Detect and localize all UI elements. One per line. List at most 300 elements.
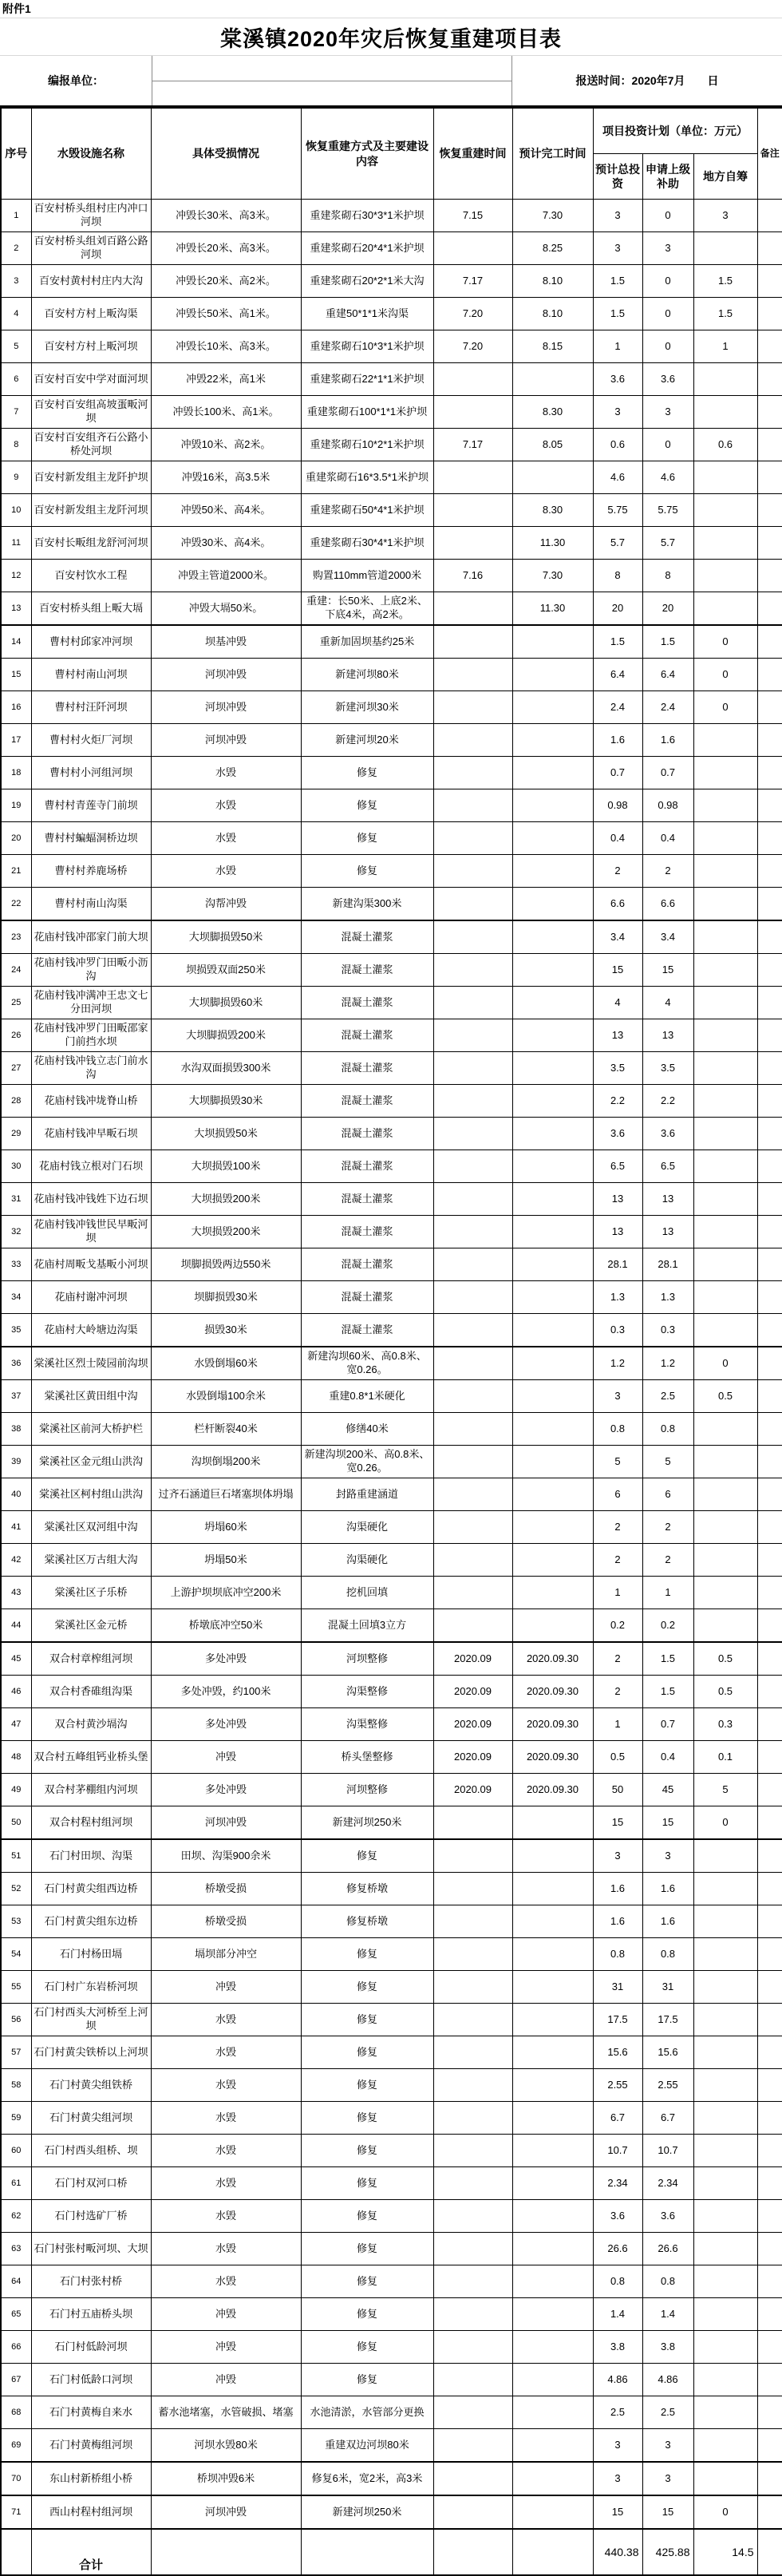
table-row xyxy=(1,1676,782,1708)
cell-remark xyxy=(757,2069,782,2102)
cell-total-invest: 15 xyxy=(593,2495,642,2529)
cell-self-raised xyxy=(693,363,757,396)
cell-index: 35 xyxy=(1,1314,31,1347)
cell-index: 10 xyxy=(1,494,31,527)
cell-rebuild-time xyxy=(433,1478,512,1511)
cell-remark xyxy=(757,592,782,626)
cell-rebuild-time xyxy=(433,1347,512,1380)
cell-method: 修复 xyxy=(301,2004,433,2036)
cell-subsidy: 3.5 xyxy=(642,1052,693,1085)
cell-damage: 损毁30米 xyxy=(151,1314,301,1347)
cell-total-invest: 2.34 xyxy=(593,2167,642,2200)
cell-index: 54 xyxy=(1,1938,31,1971)
cell-remark xyxy=(757,789,782,822)
cell-rebuild-time: 2020.09 xyxy=(433,1676,512,1708)
cell-facility: 曹村村蝙蝠洞桥边坝 xyxy=(31,822,151,855)
cell-self-raised: 0.3 xyxy=(693,1708,757,1741)
cell-method: 新建沟坝60米、高0.8米、宽0.26。 xyxy=(301,1347,433,1380)
table-row xyxy=(1,1708,782,1741)
cell-facility: 百安村新发组主龙阡护坝 xyxy=(31,461,151,494)
cell-method: 重建浆砌石50*4*1米护坝 xyxy=(301,494,433,527)
cell-finish-time xyxy=(512,1347,593,1380)
cell-method: 封路重建涵道 xyxy=(301,1478,433,1511)
cell-self-raised xyxy=(693,2167,757,2200)
cell-finish-time xyxy=(512,1085,593,1118)
cell-self-raised: 1 xyxy=(693,330,757,363)
cell-finish-time xyxy=(512,1052,593,1085)
cell-remark xyxy=(757,987,782,1019)
cell-rebuild-time xyxy=(433,987,512,1019)
cell-rebuild-time xyxy=(433,1446,512,1478)
table-row xyxy=(1,527,782,560)
cell-remark xyxy=(757,1216,782,1248)
cell-facility: 石门村五庙桥头坝 xyxy=(31,2298,151,2331)
cell-subsidy: 1 xyxy=(642,1577,693,1609)
cell-rebuild-time xyxy=(433,789,512,822)
cell-total-invest: 0.8 xyxy=(593,1938,642,1971)
cell-total-invest: 17.5 xyxy=(593,2004,642,2036)
cell-index: 68 xyxy=(1,2396,31,2429)
cell-remark xyxy=(757,1938,782,1971)
cell-facility: 石门村黄梅组河坝 xyxy=(31,2429,151,2463)
cell-damage: 多处冲毁，约100米 xyxy=(151,1676,301,1708)
cell-damage: 水毁倒塌100余米 xyxy=(151,1380,301,1413)
cell-subsidy: 2.4 xyxy=(642,691,693,724)
table-row xyxy=(1,954,782,987)
cell-index: 21 xyxy=(1,855,31,888)
cell-facility: 双合村香碓组沟渠 xyxy=(31,1676,151,1708)
cell-total-invest: 3 xyxy=(593,2429,642,2463)
col-header-self-raised: 地方自筹 xyxy=(693,154,757,200)
cell-finish-time xyxy=(512,2364,593,2396)
cell-subsidy: 0 xyxy=(642,298,693,330)
table-row xyxy=(1,1971,782,2004)
cell-method: 挖机回填 xyxy=(301,1577,433,1609)
table-row xyxy=(1,363,782,396)
cell-self-raised xyxy=(693,2265,757,2298)
report-time-label: 报送时间：2020年7月 日 xyxy=(575,74,719,87)
cell-self-raised xyxy=(693,232,757,265)
cell-finish-time xyxy=(512,2529,593,2575)
cell-rebuild-time xyxy=(433,2233,512,2265)
cell-damage: 冲毁长50米、高1米。 xyxy=(151,298,301,330)
cell-remark xyxy=(757,1314,782,1347)
cell-index: 29 xyxy=(1,1118,31,1150)
cell-self-raised xyxy=(693,789,757,822)
cell-remark xyxy=(757,1446,782,1478)
cell-damage: 过齐石涵道巨石堵塞坝体坍塌 xyxy=(151,1478,301,1511)
cell-remark xyxy=(757,1118,782,1150)
table-row xyxy=(1,265,782,298)
cell-remark xyxy=(757,724,782,757)
cell-subsidy: 15 xyxy=(642,2495,693,2529)
cell-method: 修复 xyxy=(301,2135,433,2167)
cell-method: 新建河坝30米 xyxy=(301,691,433,724)
cell-total-invest: 3.4 xyxy=(593,920,642,954)
cell-self-raised xyxy=(693,822,757,855)
cell-damage: 多处冲毁 xyxy=(151,1774,301,1806)
cell-remark xyxy=(757,1971,782,2004)
cell-subsidy: 3 xyxy=(642,1839,693,1873)
cell-rebuild-time xyxy=(433,494,512,527)
cell-remark xyxy=(757,1609,782,1643)
cell-subsidy: 0.2 xyxy=(642,1609,693,1643)
cell-rebuild-time xyxy=(433,1873,512,1905)
cell-facility: 花庙村钱冲邵家门前大坝 xyxy=(31,920,151,954)
cell-self-raised xyxy=(693,1544,757,1577)
cell-finish-time: 8.05 xyxy=(512,429,593,461)
cell-method: 修复6米，宽2米，高3米 xyxy=(301,2462,433,2495)
cell-remark xyxy=(757,1741,782,1774)
cell-damage: 多处冲毁 xyxy=(151,1642,301,1676)
cell-index: 3 xyxy=(1,265,31,298)
cell-subsidy: 31 xyxy=(642,1971,693,2004)
cell-rebuild-time xyxy=(433,888,512,921)
cell-subsidy: 6.7 xyxy=(642,2102,693,2135)
table-row xyxy=(1,888,782,921)
cell-remark xyxy=(757,330,782,363)
cell-remark xyxy=(757,2265,782,2298)
cell-remark xyxy=(757,1019,782,1052)
cell-finish-time xyxy=(512,1380,593,1413)
cell-facility: 西山村程村组河坝 xyxy=(31,2495,151,2529)
cell-method: 混凝土灌浆 xyxy=(301,920,433,954)
cell-rebuild-time xyxy=(433,1019,512,1052)
cell-damage: 水毁倒塌60米 xyxy=(151,1347,301,1380)
cell-damage: 大坝损毁100米 xyxy=(151,1150,301,1183)
cell-finish-time: 11.30 xyxy=(512,592,593,626)
cell-index: 34 xyxy=(1,1281,31,1314)
table-row xyxy=(1,2495,782,2529)
cell-remark xyxy=(757,1708,782,1741)
cell-self-raised xyxy=(693,2200,757,2233)
table-row xyxy=(1,1085,782,1118)
cell-index: 14 xyxy=(1,625,31,659)
cell-rebuild-time xyxy=(433,461,512,494)
cell-self-raised xyxy=(693,2233,757,2265)
cell-remark xyxy=(757,527,782,560)
cell-self-raised: 0.5 xyxy=(693,1380,757,1413)
cell-damage: 冲毁长20米、高3米。 xyxy=(151,232,301,265)
cell-facility: 棠溪社区柯村组山洪沟 xyxy=(31,1478,151,1511)
cell-rebuild-time xyxy=(433,2265,512,2298)
cell-total-invest: 6 xyxy=(593,1478,642,1511)
cell-subsidy: 5.7 xyxy=(642,527,693,560)
cell-damage: 冲毁22米，高1米 xyxy=(151,363,301,396)
table-row xyxy=(1,789,782,822)
cell-subsidy: 2 xyxy=(642,855,693,888)
cell-remark xyxy=(757,2364,782,2396)
cell-method: 混凝土灌浆 xyxy=(301,987,433,1019)
table-row xyxy=(1,1446,782,1478)
cell-remark xyxy=(757,691,782,724)
cell-subsidy: 2.55 xyxy=(642,2069,693,2102)
col-header-rebuild-time: 恢复重建时间 xyxy=(433,108,512,200)
cell-total-invest: 4 xyxy=(593,987,642,1019)
cell-facility: 曹村村汪阡河坝 xyxy=(31,691,151,724)
cell-index: 9 xyxy=(1,461,31,494)
cell-method: 修复 xyxy=(301,2069,433,2102)
cell-index: 52 xyxy=(1,1873,31,1905)
cell-subsidy: 4.86 xyxy=(642,2364,693,2396)
cell-finish-time xyxy=(512,789,593,822)
cell-finish-time xyxy=(512,2265,593,2298)
cell-total-invest: 10.7 xyxy=(593,2135,642,2167)
cell-finish-time xyxy=(512,2200,593,2233)
cell-damage: 桥墩底冲空50米 xyxy=(151,1609,301,1643)
cell-subsidy: 1.6 xyxy=(642,1905,693,1938)
cell-damage: 大坝脚损毁50米 xyxy=(151,920,301,954)
cell-rebuild-time xyxy=(433,527,512,560)
cell-remark xyxy=(757,2102,782,2135)
col-header-invest-group: 项目投资计划（单位：万元） xyxy=(593,108,757,154)
cell-finish-time: 2020.09.30 xyxy=(512,1741,593,1774)
cell-subsidy: 4.6 xyxy=(642,461,693,494)
cell-finish-time xyxy=(512,1150,593,1183)
cell-total-invest: 3.5 xyxy=(593,1052,642,1085)
cell-rebuild-time xyxy=(433,396,512,429)
cell-finish-time xyxy=(512,888,593,921)
cell-facility: 百安村桥头组刘百路公路河坝 xyxy=(31,232,151,265)
cell-self-raised: 0.5 xyxy=(693,1676,757,1708)
cell-subsidy: 2 xyxy=(642,1511,693,1544)
cell-rebuild-time xyxy=(433,2167,512,2200)
cell-subsidy: 1.4 xyxy=(642,2298,693,2331)
cell-self-raised xyxy=(693,2396,757,2429)
cell-facility: 棠溪社区子乐桥 xyxy=(31,1577,151,1609)
cell-finish-time: 8.30 xyxy=(512,396,593,429)
cell-finish-time: 2020.09.30 xyxy=(512,1774,593,1806)
cell-subsidy: 4 xyxy=(642,987,693,1019)
cell-damage: 水毁 xyxy=(151,2135,301,2167)
cell-facility: 石门村田坝、沟渠 xyxy=(31,1839,151,1873)
cell-method: 混凝土灌浆 xyxy=(301,1118,433,1150)
cell-damage: 坝损毁双面250米 xyxy=(151,954,301,987)
cell-total-invest: 0.7 xyxy=(593,757,642,789)
cell-self-raised xyxy=(693,987,757,1019)
cell-total-invest: 15.6 xyxy=(593,2036,642,2069)
cell-finish-time xyxy=(512,1839,593,1873)
table-row xyxy=(1,461,782,494)
cell-rebuild-time: 7.16 xyxy=(433,560,512,592)
cell-remark xyxy=(757,822,782,855)
cell-subsidy: 0.4 xyxy=(642,1741,693,1774)
cell-self-raised xyxy=(693,757,757,789)
cell-remark xyxy=(757,2462,782,2495)
table-row xyxy=(1,1839,782,1873)
cell-finish-time: 7.30 xyxy=(512,200,593,232)
table-row xyxy=(1,2298,782,2331)
cell-subsidy: 0.98 xyxy=(642,789,693,822)
cell-method: 混凝土灌浆 xyxy=(301,1085,433,1118)
cell-damage: 塥坝部分冲空 xyxy=(151,1938,301,1971)
cell-method: 修复 xyxy=(301,2364,433,2396)
table-row xyxy=(1,2429,782,2463)
cell-rebuild-time xyxy=(433,691,512,724)
cell-index: 2 xyxy=(1,232,31,265)
cell-damage: 水毁 xyxy=(151,855,301,888)
cell-remark xyxy=(757,1676,782,1708)
cell-facility: 花庙村钱冲早畈石坝 xyxy=(31,1118,151,1150)
cell-total-invest: 50 xyxy=(593,1774,642,1806)
cell-facility: 双合村五峰组钙业桥头堡 xyxy=(31,1741,151,1774)
table-row xyxy=(1,691,782,724)
cell-total-invest: 3 xyxy=(593,1839,642,1873)
cell-finish-time xyxy=(512,2233,593,2265)
cell-finish-time xyxy=(512,2069,593,2102)
cell-self-raised xyxy=(693,920,757,954)
cell-finish-time: 8.15 xyxy=(512,330,593,363)
cell-self-raised xyxy=(693,1019,757,1052)
cell-rebuild-time xyxy=(433,920,512,954)
report-unit-label: 编报单位： xyxy=(48,74,104,87)
cell-index: 45 xyxy=(1,1642,31,1676)
cell-finish-time xyxy=(512,2102,593,2135)
cell-index xyxy=(1,2529,31,2575)
cell-damage: 冲毁 xyxy=(151,2331,301,2364)
cell-finish-time xyxy=(512,822,593,855)
cell-damage: 冲毁 xyxy=(151,2298,301,2331)
cell-index: 32 xyxy=(1,1216,31,1248)
cell-remark xyxy=(757,1806,782,1840)
cell-facility: 花庙村钱冲垅脊山桥 xyxy=(31,1085,151,1118)
cell-index: 30 xyxy=(1,1150,31,1183)
cell-self-raised xyxy=(693,1478,757,1511)
cell-method: 混凝土灌浆 xyxy=(301,1150,433,1183)
cell-damage: 大坝脚损毁60米 xyxy=(151,987,301,1019)
cell-total-invest: 13 xyxy=(593,1216,642,1248)
cell-self-raised: 0 xyxy=(693,2495,757,2529)
table-header xyxy=(1,108,782,200)
cell-finish-time xyxy=(512,1314,593,1347)
cell-remark xyxy=(757,298,782,330)
cell-rebuild-time xyxy=(433,1905,512,1938)
cell-damage: 水毁 xyxy=(151,2004,301,2036)
cell-finish-time xyxy=(512,2298,593,2331)
table-row xyxy=(1,625,782,659)
cell-index: 40 xyxy=(1,1478,31,1511)
table-footer xyxy=(1,2529,782,2575)
cell-facility: 石门村黄尖组河坝 xyxy=(31,2102,151,2135)
cell-remark xyxy=(757,2396,782,2429)
cell-total-invest: 1.5 xyxy=(593,625,642,659)
cell-method: 修复 xyxy=(301,1971,433,2004)
cell-facility: 石门村西头大河桥至上河坝 xyxy=(31,2004,151,2036)
cell-facility: 百安村桥头组上畈大塥 xyxy=(31,592,151,626)
cell-facility: 双合村茅棚组内河坝 xyxy=(31,1774,151,1806)
table-row xyxy=(1,1511,782,1544)
table-row xyxy=(1,1183,782,1216)
cell-index: 60 xyxy=(1,2135,31,2167)
cell-remark xyxy=(757,494,782,527)
cell-index: 70 xyxy=(1,2462,31,2495)
cell-remark xyxy=(757,1347,782,1380)
cell-self-raised xyxy=(693,2069,757,2102)
cell-index: 39 xyxy=(1,1446,31,1478)
cell-self-raised xyxy=(693,2331,757,2364)
cell-damage: 沟帮冲毁 xyxy=(151,888,301,921)
cell-facility: 石门村张村桥 xyxy=(31,2265,151,2298)
cell-remark xyxy=(757,265,782,298)
cell-subsidy: 5.75 xyxy=(642,494,693,527)
cell-finish-time xyxy=(512,659,593,691)
cell-damage: 冲毁50米、高4米。 xyxy=(151,494,301,527)
cell-index: 31 xyxy=(1,1183,31,1216)
cell-self-raised xyxy=(693,1446,757,1478)
cell-facility: 石门村黄尖组西边桥 xyxy=(31,1873,151,1905)
cell-total-invest: 0.6 xyxy=(593,429,642,461)
cell-rebuild-time xyxy=(433,592,512,626)
cell-facility: 曹村村邱家冲河坝 xyxy=(31,625,151,659)
total-self-raised-value: 14.5 xyxy=(693,2529,757,2575)
table-row xyxy=(1,429,782,461)
cell-self-raised xyxy=(693,1118,757,1150)
cell-subsidy: 0.4 xyxy=(642,822,693,855)
cell-method: 重建浆砌石16*3.5*1米护坝 xyxy=(301,461,433,494)
cell-index: 59 xyxy=(1,2102,31,2135)
cell-index: 56 xyxy=(1,2004,31,2036)
cell-facility: 双合村黄沙塥沟 xyxy=(31,1708,151,1741)
cell-method: 修复 xyxy=(301,855,433,888)
cell-facility: 花庙村钱冲罗门田畈邵家门前挡水坝 xyxy=(31,1019,151,1052)
cell-subsidy: 3 xyxy=(642,232,693,265)
cell-subsidy: 45 xyxy=(642,1774,693,1806)
cell-self-raised xyxy=(693,2135,757,2167)
cell-rebuild-time: 2020.09 xyxy=(433,1642,512,1676)
cell-damage: 水毁 xyxy=(151,2233,301,2265)
cell-rebuild-time xyxy=(433,2462,512,2495)
cell-self-raised xyxy=(693,1971,757,2004)
cell-facility: 花庙村谢冲河坝 xyxy=(31,1281,151,1314)
cell-index: 41 xyxy=(1,1511,31,1544)
cell-total-invest: 0.8 xyxy=(593,2265,642,2298)
table-row xyxy=(1,920,782,954)
cell-index: 38 xyxy=(1,1413,31,1446)
cell-self-raised xyxy=(693,396,757,429)
cell-self-raised: 0.6 xyxy=(693,429,757,461)
cell-total-invest: 15 xyxy=(593,1806,642,1840)
cell-remark xyxy=(757,1905,782,1938)
table-row xyxy=(1,2462,782,2495)
cell-total-invest: 5.75 xyxy=(593,494,642,527)
cell-method xyxy=(301,2529,433,2575)
cell-rebuild-time xyxy=(433,822,512,855)
cell-finish-time xyxy=(512,625,593,659)
cell-rebuild-time xyxy=(433,659,512,691)
cell-finish-time: 7.30 xyxy=(512,560,593,592)
table-row xyxy=(1,2036,782,2069)
cell-rebuild-time xyxy=(433,1052,512,1085)
cell-damage: 坍塌60米 xyxy=(151,1511,301,1544)
cell-finish-time xyxy=(512,1577,593,1609)
cell-damage: 沟坝倒塌200米 xyxy=(151,1446,301,1478)
cell-method: 重建0.8*1米硬化 xyxy=(301,1380,433,1413)
col-header-invest-total: 预计总投资 xyxy=(593,154,642,200)
cell-finish-time xyxy=(512,1413,593,1446)
cell-total-invest: 3 xyxy=(593,2462,642,2495)
cell-damage: 大坝损毁200米 xyxy=(151,1216,301,1248)
cell-index: 26 xyxy=(1,1019,31,1052)
cell-index: 53 xyxy=(1,1905,31,1938)
cell-index: 25 xyxy=(1,987,31,1019)
cell-self-raised xyxy=(693,1150,757,1183)
cell-remark xyxy=(757,1052,782,1085)
cell-facility: 百安村黄村村庄内大沟 xyxy=(31,265,151,298)
table-row xyxy=(1,1873,782,1905)
cell-self-raised xyxy=(693,1938,757,1971)
table-row xyxy=(1,2200,782,2233)
cell-self-raised: 0.1 xyxy=(693,1741,757,1774)
